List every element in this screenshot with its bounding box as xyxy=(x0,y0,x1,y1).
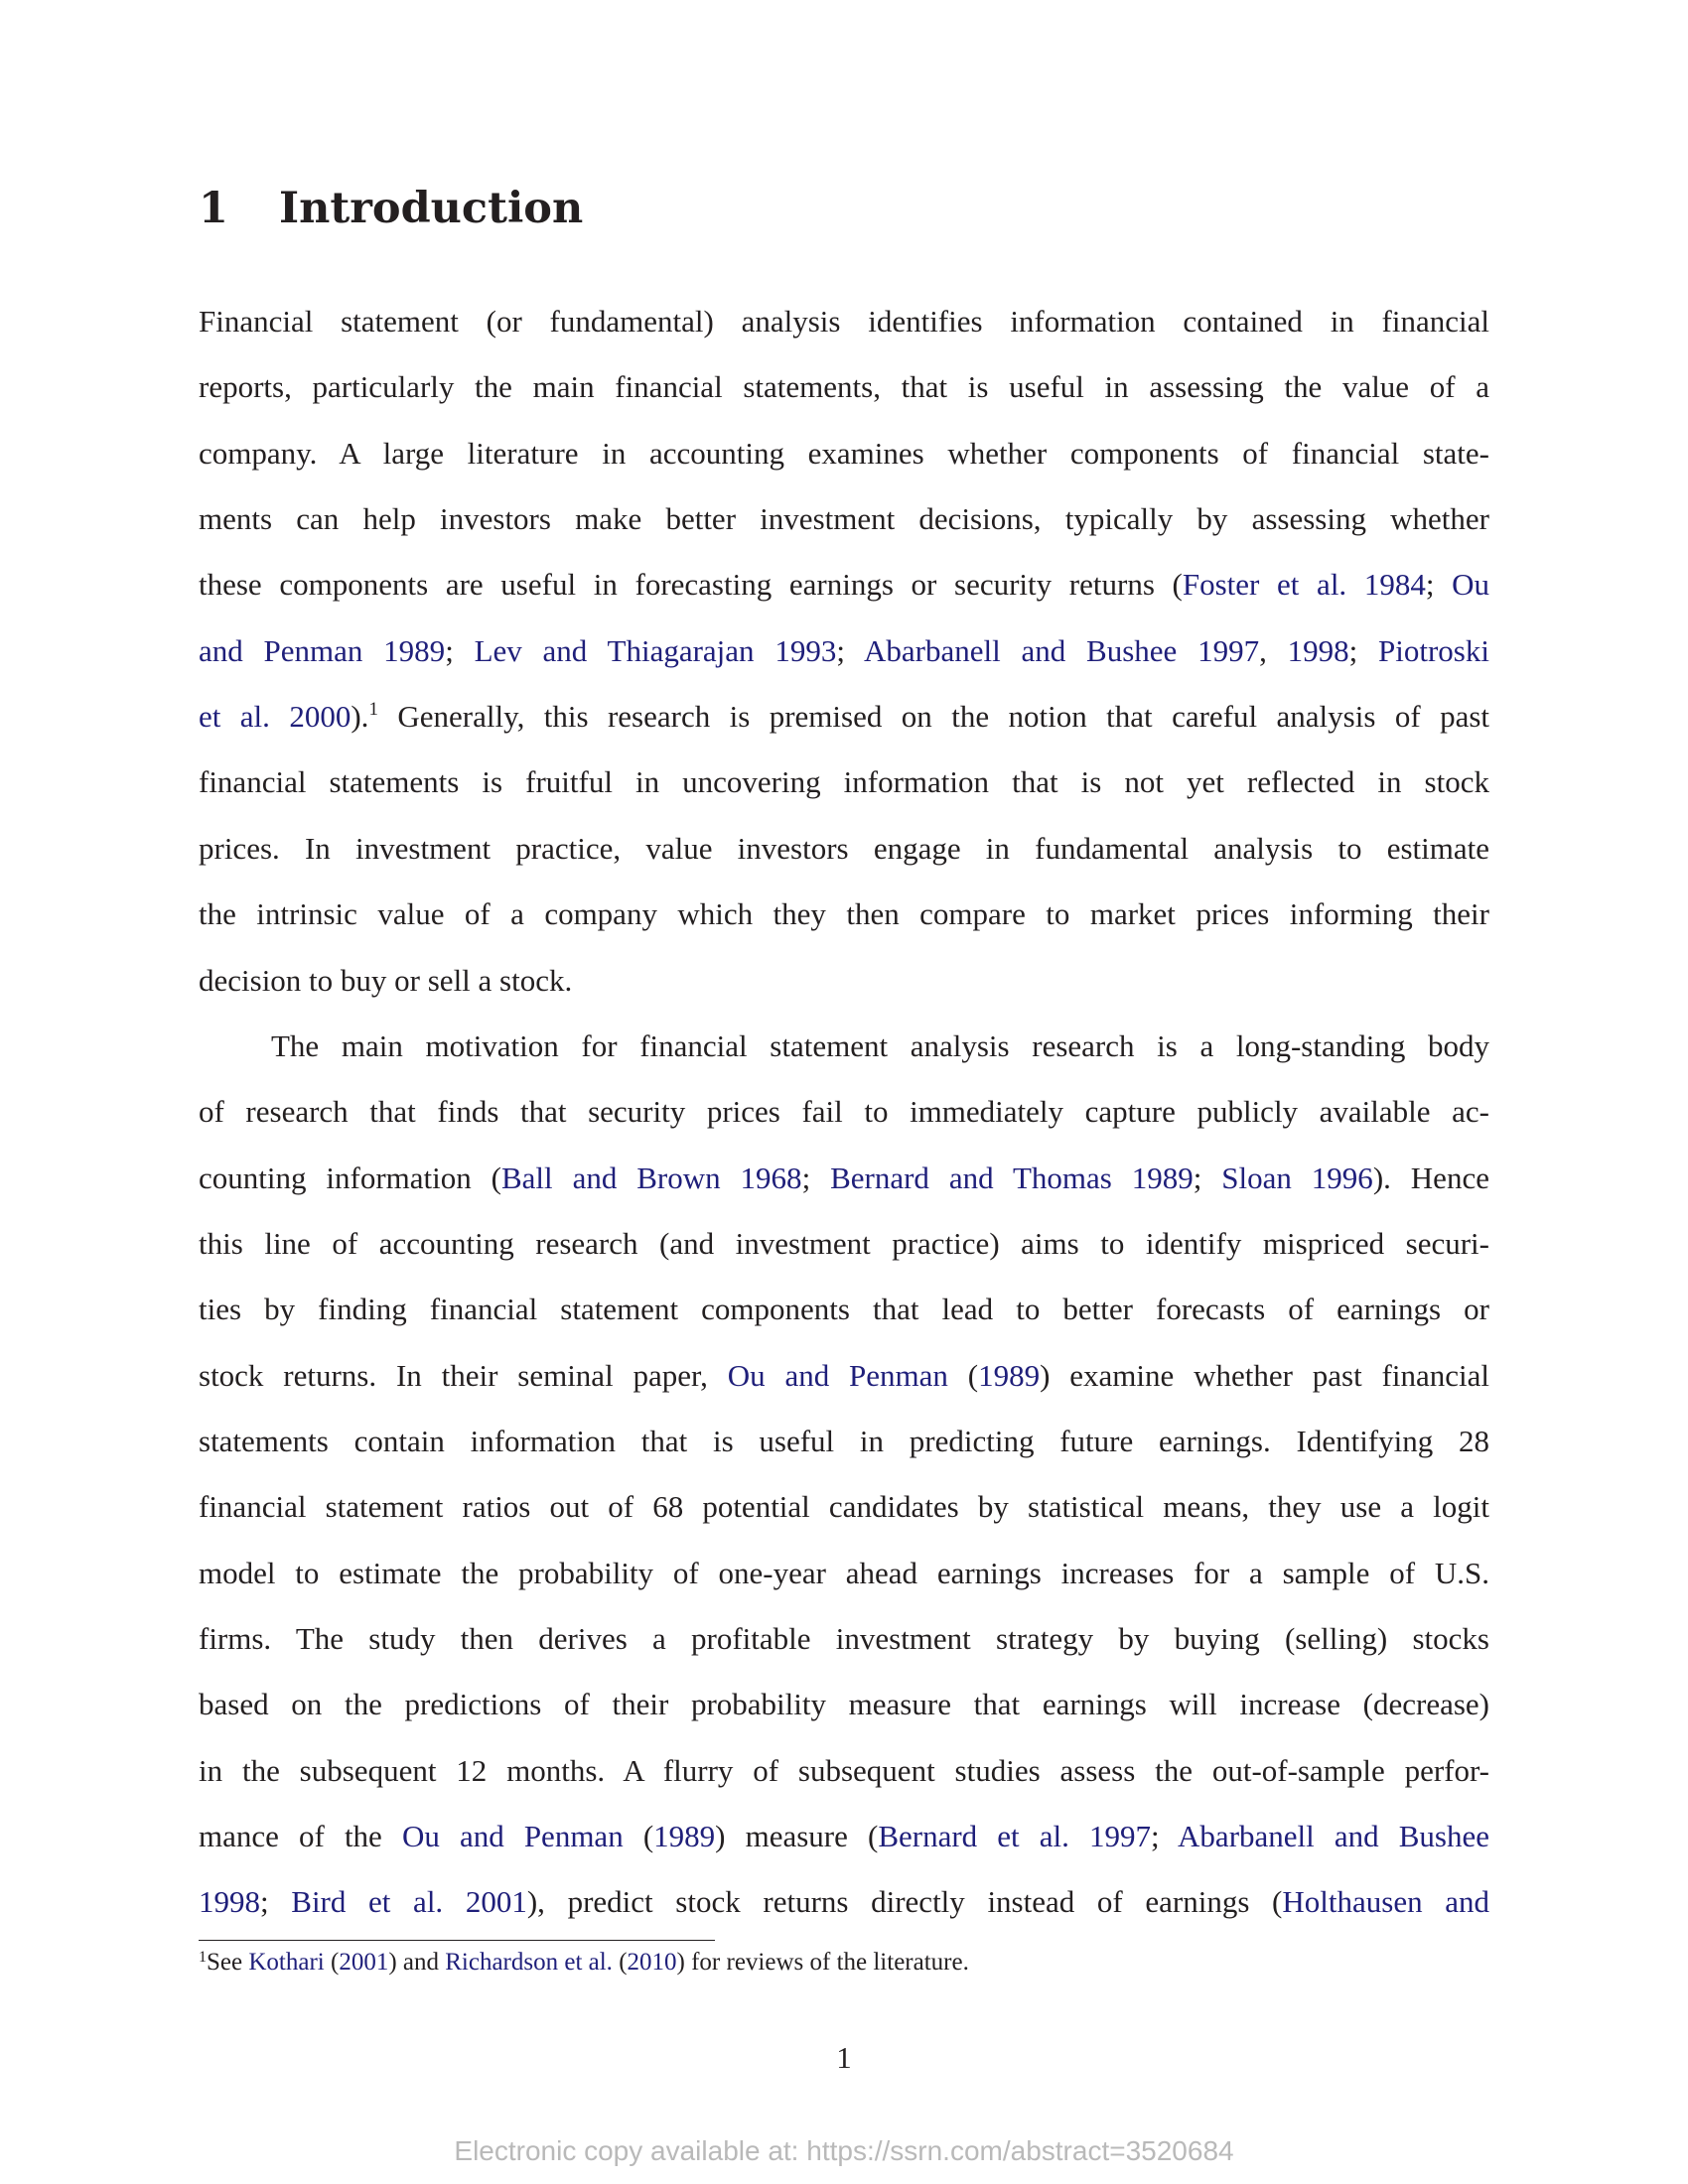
text-run: ( xyxy=(623,1819,654,1854)
text-run: these components are useful in forecasting earnings or security returns ( xyxy=(199,567,1183,603)
paragraph-1-line xyxy=(199,302,1489,341)
section-number: 1 xyxy=(199,184,228,233)
paragraph-2-line xyxy=(199,1751,1489,1791)
citation-link[interactable]: 1998 xyxy=(1287,632,1349,668)
text-run: decision to buy or sell a stock. xyxy=(199,962,573,998)
citation-link[interactable]: Abarbanell and Bushee xyxy=(1178,1819,1490,1854)
citation-link[interactable]: 2010 xyxy=(627,1949,677,1976)
text-run: model to estimate the probability of one-year ahead earnings increases for a sample of U.S. xyxy=(199,1555,1489,1590)
citation-link[interactable]: et al. 2000 xyxy=(199,699,352,735)
paragraph-2-line xyxy=(199,1290,1489,1329)
section-heading xyxy=(199,184,583,233)
text-run: ). Hence xyxy=(1372,1160,1489,1195)
paragraph-2-line xyxy=(199,1092,1489,1132)
paragraph-2-line xyxy=(199,1554,1489,1593)
text-run: this line of accounting research (and investment practice) aims to identify mispriced securi- xyxy=(199,1225,1489,1261)
ssrn-banner: Electronic copy available at: https://ssrn.com/abstract=3520684 xyxy=(454,2135,1234,2166)
paragraph-1-line xyxy=(199,697,1489,737)
text-run: counting information ( xyxy=(199,1160,501,1195)
text-run: in the subsequent 12 months. A flurry of subsequent studies assess the out-of-sample perfor- xyxy=(199,1752,1489,1788)
paragraph-2-line xyxy=(199,1159,1489,1198)
text-run: ( xyxy=(947,1357,979,1393)
citation-link[interactable]: Bernard and Thomas 1989 xyxy=(830,1160,1194,1195)
text-run: ; xyxy=(801,1160,831,1195)
text-run: ; xyxy=(1348,632,1379,668)
citation-link[interactable]: 1989 xyxy=(653,1819,716,1854)
text-run: stock returns. In their seminal paper, xyxy=(199,1357,728,1393)
text-run: ties by finding financial statement components that lead to better forecasts of earnings or xyxy=(199,1292,1489,1327)
paragraph-2-line xyxy=(271,1026,1489,1066)
text-run: the intrinsic value of a company which they then compare to market prices informing their xyxy=(199,896,1489,932)
text-run: statements contain information that is useful in predicting future earnings. Identifying 28 xyxy=(199,1423,1489,1458)
paragraph-2-line xyxy=(199,1817,1489,1856)
paragraph-1-line xyxy=(199,631,1489,671)
text-run: firms. The study then derives a profitable investment strategy by buying (selling) stocks xyxy=(199,1621,1489,1656)
text-run: ; xyxy=(836,632,865,668)
citation-link[interactable]: Foster et al. 1984 xyxy=(1182,567,1426,603)
footnote: $^1$See Kothari (2001) and Richardson et al. (2010) for reviews of the literature. xyxy=(199,1949,969,1976)
text-run: based on the predictions of their probability measure that earnings will increase (decrease) xyxy=(199,1687,1489,1722)
text-run: ; xyxy=(1193,1160,1222,1195)
text-run: ; xyxy=(445,632,475,668)
text-run: Financial statement (or fundamental) analysis identifies information contained in financial xyxy=(199,304,1489,339)
text-run: ) examine whether past financial xyxy=(1040,1357,1489,1393)
citation-link[interactable]: Bird et al. 2001 xyxy=(291,1884,527,1920)
citation-link[interactable]: 1989 xyxy=(978,1357,1041,1393)
text-run: company. A large literature in accounting examines whether components of financial state- xyxy=(199,435,1489,471)
footnote-rule xyxy=(199,1940,715,1941)
text-run: ). xyxy=(351,699,369,735)
text-run: ), predict stock returns directly instead of earnings ( xyxy=(526,1884,1283,1920)
citation-link[interactable]: 2001 xyxy=(339,1949,389,1976)
page-number: 1 xyxy=(836,2040,852,2075)
section-title: Introduction xyxy=(279,184,584,233)
citation-link[interactable]: Lev and Thiagarajan 1993 xyxy=(474,632,837,668)
citation-link[interactable]: Abarbanell and Bushee 1997 xyxy=(864,632,1260,668)
citation-link[interactable]: 1998 xyxy=(199,1884,260,1920)
text-run: ; xyxy=(1151,1819,1179,1854)
citation-link[interactable]: Bernard et al. 1997 xyxy=(878,1819,1152,1854)
footnote-text: See xyxy=(207,1949,249,1976)
paragraph-1-line xyxy=(199,961,1489,1001)
citation-link[interactable]: Ou xyxy=(1452,567,1490,603)
text-run: of research that finds that security prices fail to immediately capture publicly available ac- xyxy=(199,1094,1489,1130)
paragraph-1-line xyxy=(199,894,1489,934)
text-run: Generally, this research is premised on the notion that careful analysis of past xyxy=(377,699,1490,735)
citation-link[interactable]: and Penman 1989 xyxy=(199,632,446,668)
paragraph-1-line xyxy=(199,367,1489,407)
citation-link[interactable]: Richardson et al. xyxy=(445,1949,613,1976)
paragraph-2-line xyxy=(199,1356,1489,1396)
text-run: ments can help investors make better investment decisions, typically by assessing whether xyxy=(199,501,1489,537)
footnote-mark: 1 xyxy=(199,1949,207,1966)
paragraph-1-line xyxy=(199,499,1489,539)
paragraph-2-line xyxy=(199,1685,1489,1724)
text-run: reports, particularly the main financial statements, that is useful in assessing the value of a xyxy=(199,369,1489,405)
text-run: mance of the xyxy=(199,1819,402,1854)
paragraph-2-line xyxy=(199,1619,1489,1659)
citation-link[interactable]: Sloan 1996 xyxy=(1221,1160,1373,1195)
paragraph-1-line xyxy=(199,829,1489,869)
paragraph-1-line xyxy=(199,762,1489,802)
text-run: financial statements is fruitful in uncovering information that is not yet reflected in stock xyxy=(199,764,1489,800)
text-run: ; xyxy=(260,1884,292,1920)
text-run: , xyxy=(1259,632,1288,668)
paragraph-2-line xyxy=(199,1487,1489,1527)
citation-link[interactable]: Ball and Brown 1968 xyxy=(501,1160,802,1195)
paragraph-1-line xyxy=(199,434,1489,474)
text-run: The main motivation for financial statement analysis research is a long-standing body xyxy=(271,1027,1489,1063)
citation-link[interactable]: Holthausen and xyxy=(1282,1884,1489,1920)
text-run: prices. In investment practice, value investors engage in fundamental analysis to estimate xyxy=(199,830,1489,866)
citation-link[interactable]: Ou and Penman xyxy=(401,1819,624,1854)
paragraph-2-line xyxy=(199,1224,1489,1264)
citation-link[interactable]: Piotroski xyxy=(1378,632,1489,668)
text-run: ) measure ( xyxy=(715,1819,879,1854)
paragraph-2-line xyxy=(199,1422,1489,1461)
footnote-reference[interactable]: 1 xyxy=(368,699,378,721)
text-run: financial statement ratios out of 68 potential candidates by statistical means, they use a logit xyxy=(199,1489,1489,1525)
paragraph-2-line xyxy=(199,1882,1489,1922)
citation-link[interactable]: Kothari xyxy=(248,1949,325,1976)
paragraph-1-line xyxy=(199,565,1489,605)
text-run: ; xyxy=(1425,567,1453,603)
citation-link[interactable]: Ou and Penman xyxy=(727,1357,948,1393)
